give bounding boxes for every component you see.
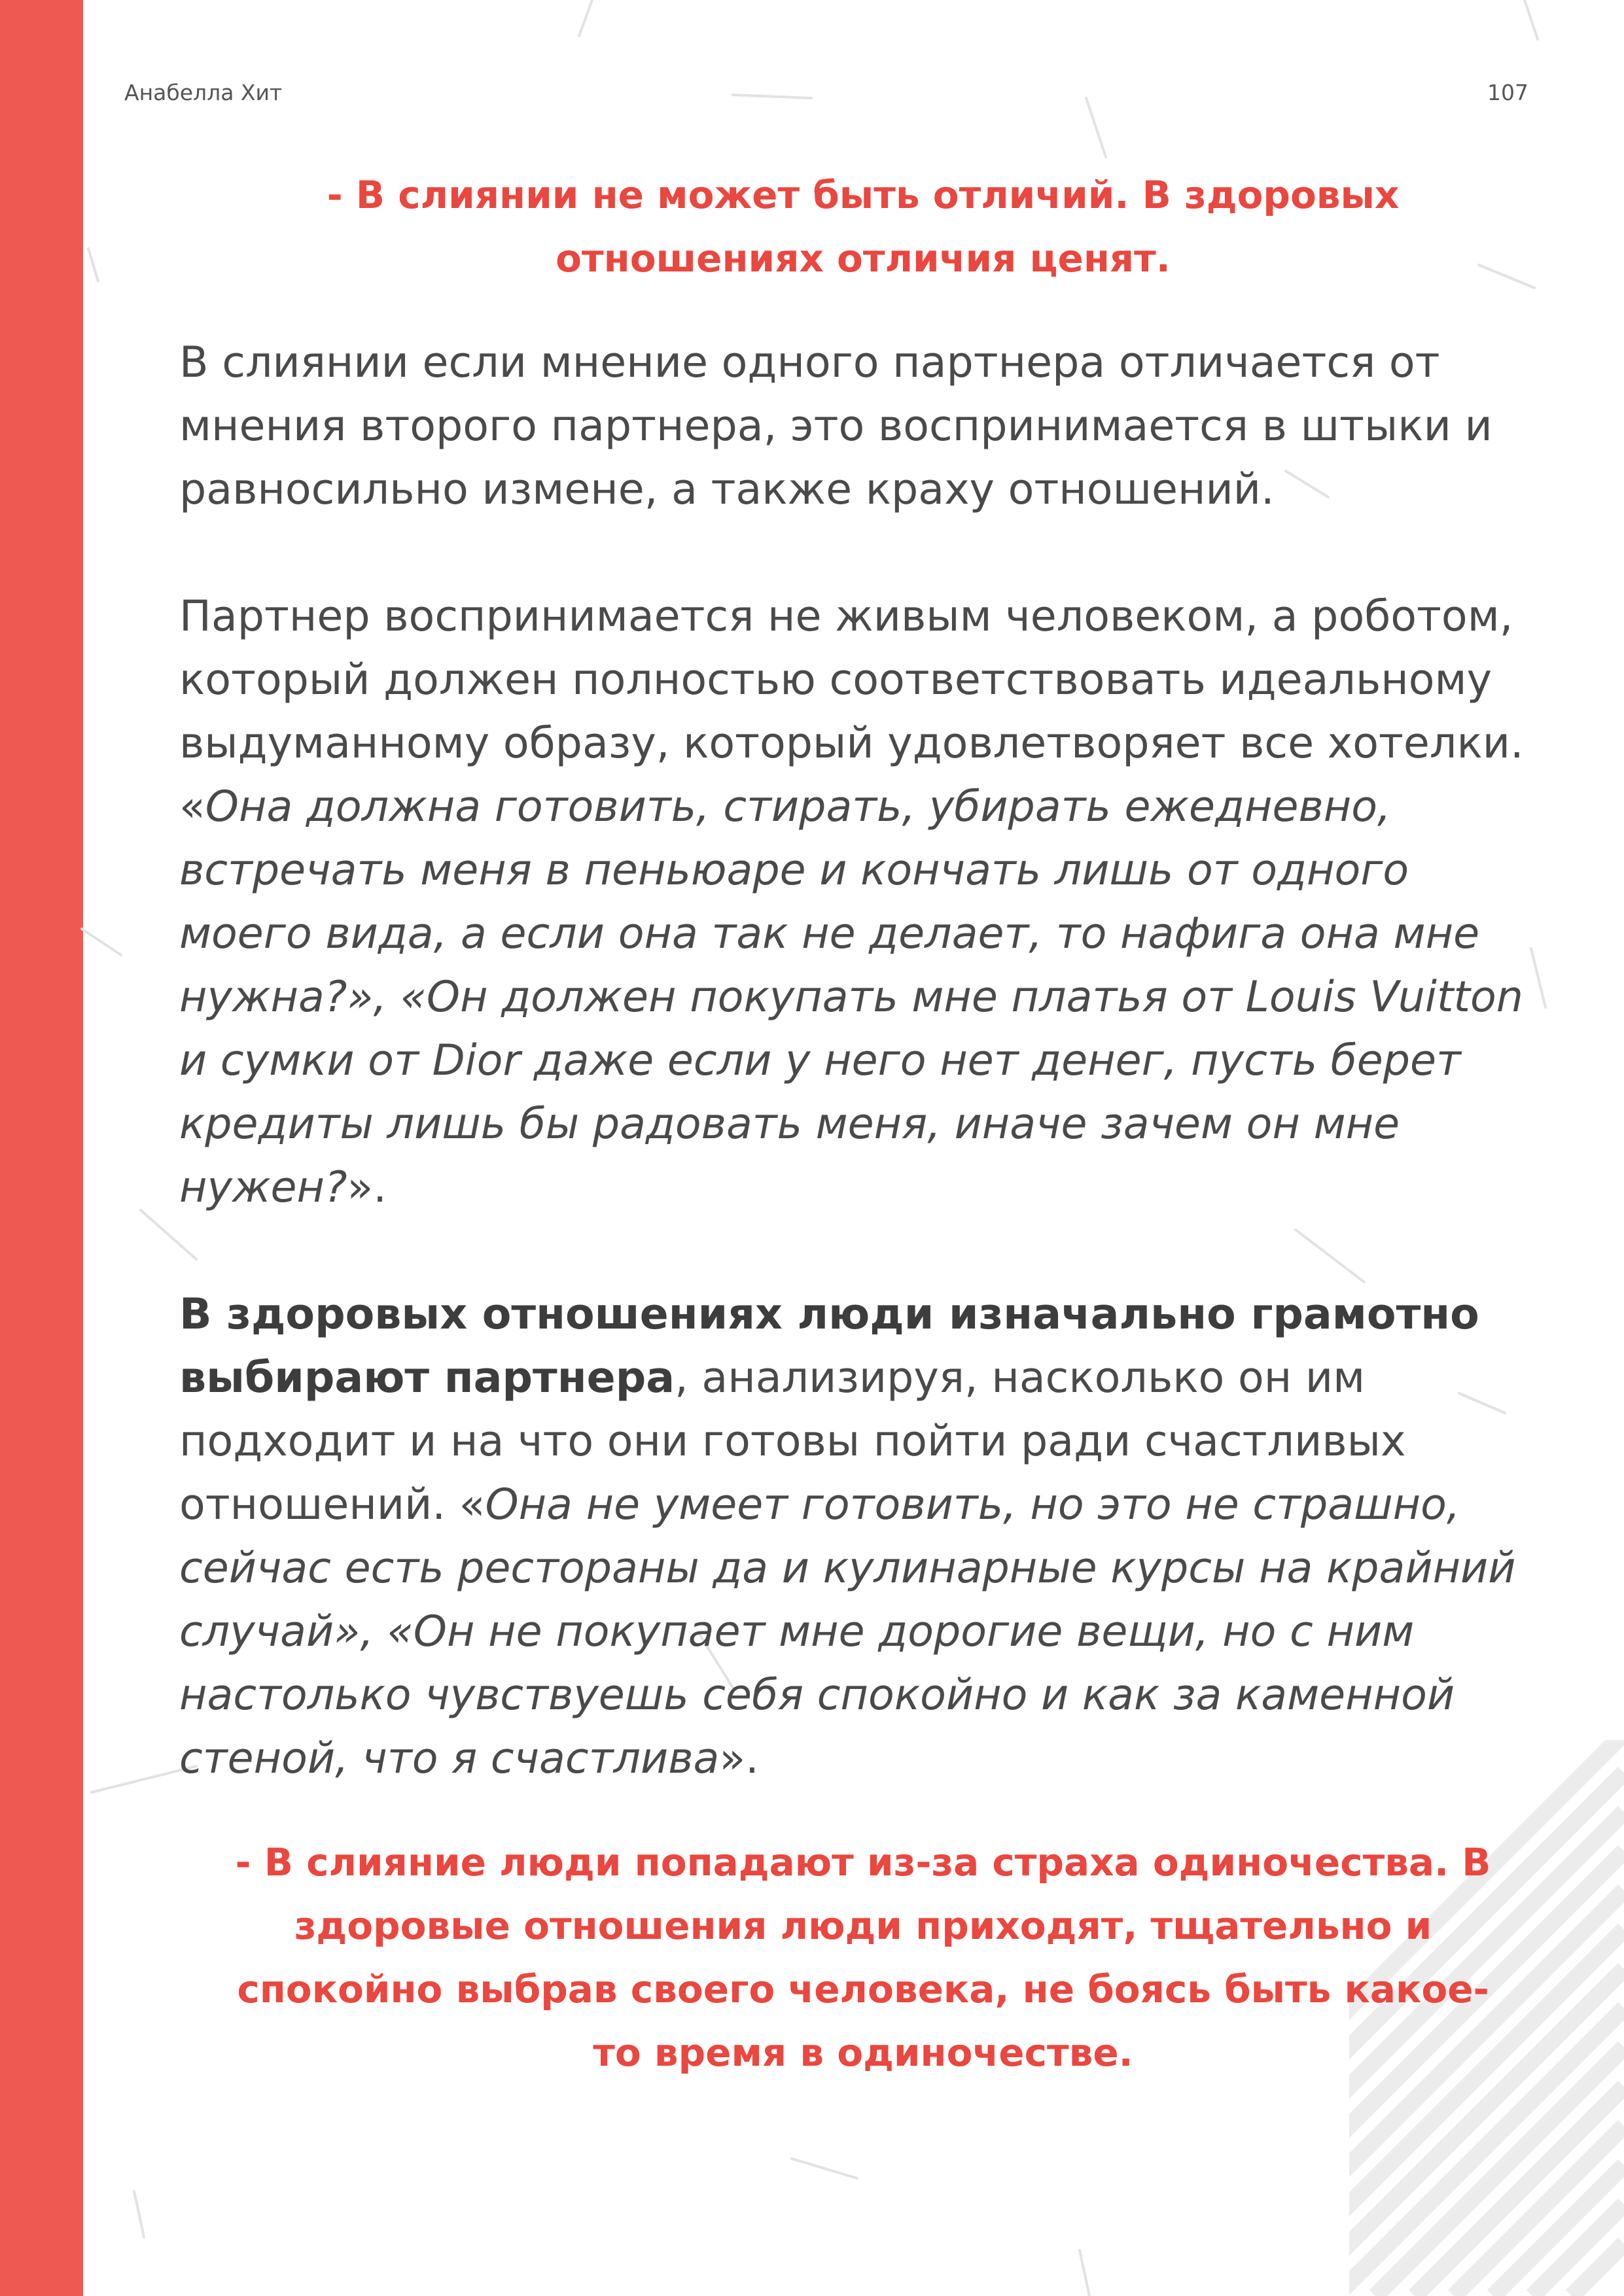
paragraph-2-end: ». — [347, 1163, 387, 1212]
paragraph-2-text: Партнер воспринимается не живым человеком, а роботом, который должен полностью соответствовать идеальному выдуманному образу, который удовлетворяет все хотелки. « — [179, 592, 1524, 831]
highlight-1-line-1: - В слиянии не может быть отличий. В здоровых — [327, 173, 1400, 217]
highlight-quote-2 — [179, 1831, 1547, 2085]
paragraph-3 — [179, 1283, 1547, 1790]
header-author: Анабелла Хит — [124, 80, 283, 105]
highlight-2-line-4: то время в одиночестве. — [593, 2030, 1133, 2075]
highlight-quote-1 — [179, 164, 1547, 290]
highlight-2-line-2: здоровые отношения люди приходят, тщательно и — [294, 1904, 1432, 1948]
paragraph-2 — [179, 585, 1547, 1219]
paragraph-2-separator: », « — [347, 973, 427, 1022]
paragraph-3-quote-1: Она не умеет готовить, но это не страшно, сейчас есть рестораны да и кулинарные курсы на крайний случай — [179, 1480, 1516, 1656]
highlight-2-line-3: спокойно выбрав своего человека, не боясь быть какое- — [237, 1967, 1489, 2011]
paragraph-3-quote-2: Он не покупает мне дорогие вещи, но с ним настолько чувствуешь себя спокойно и как за каменной стеной, что я счастлива — [179, 1607, 1455, 1783]
paragraph-3-end: ». — [719, 1734, 759, 1783]
page-number: 107 — [1487, 80, 1528, 105]
paragraph-3-separator: », « — [334, 1607, 414, 1656]
page-content — [179, 164, 1547, 2085]
paragraph-2-quote-1: Она должна готовить, стирать, убирать ежедневно, встречать меня в пеньюаре и кончать лишь от одного моего вида, а если она так не делает, то нафига она мне нужна? — [179, 782, 1480, 1022]
paragraph-3-bold: В здоровых отношениях люди изначально грамотно выбирают партнера — [179, 1290, 1479, 1402]
highlight-1-line-2: отношениях отличия ценят. — [556, 236, 1171, 281]
paragraph-2-quote-2: Он должен покупать мне платья от Louis Vuitton и сумки от Dior даже если у него нет денег, пусть берет кредиты лишь бы радовать меня, иначе зачем он мне нужен? — [179, 973, 1523, 1212]
paragraph-1: В слиянии если мнение одного партнера отличается от мнения второго партнера, это воспринимается в штыки и равносильно измене, а также краху отношений. — [179, 338, 1492, 514]
paragraph-3-text: , анализируя, насколько он им подходит и на что они готовы пойти ради счастливых отношений. « — [179, 1353, 1406, 1529]
highlight-2-line-1: - В слияние люди попадают из-за страха одиночества. В — [235, 1840, 1491, 1885]
